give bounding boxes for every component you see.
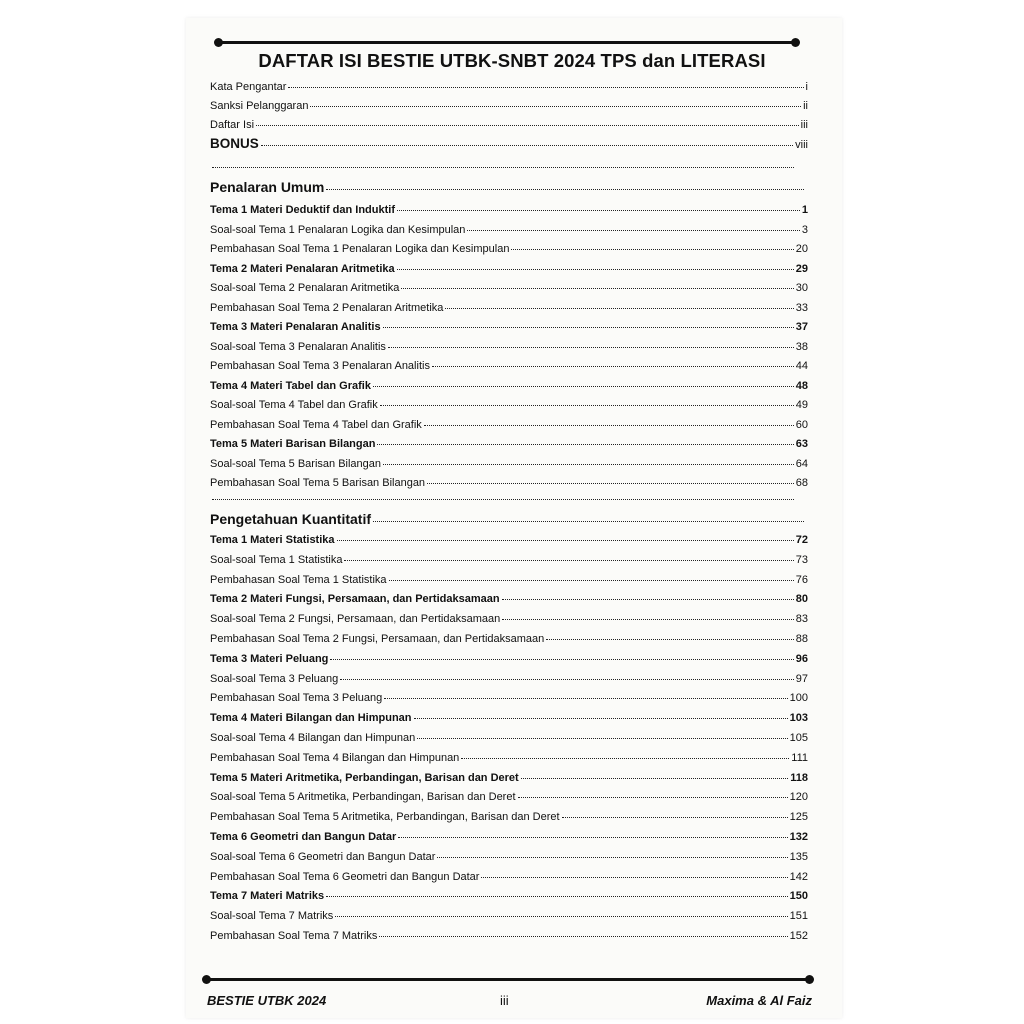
dot-leader	[398, 837, 787, 838]
toc-entry-label: Tema 5 Materi Barisan Bilangan	[210, 438, 376, 450]
toc-entry-page: 111	[791, 751, 808, 764]
section-title: Pengetahuan Kuantitatif	[210, 511, 372, 527]
toc-entry-page: 152	[789, 930, 808, 942]
section-separator	[212, 167, 794, 168]
dot-leader	[502, 599, 794, 600]
dot-leader	[373, 386, 794, 387]
toc-entry-page: 88	[795, 633, 808, 645]
toc-entry-label: Soal-soal Tema 7 Matriks	[210, 910, 334, 923]
toc-entry-bonus[interactable]	[210, 137, 808, 152]
toc-entry-page: 118	[790, 771, 808, 784]
dot-leader	[546, 639, 793, 640]
toc-entry-page: 64	[795, 457, 808, 470]
toc-entry[interactable]	[210, 262, 808, 276]
toc-entry-label: Soal-soal Tema 2 Fungsi, Persamaan, dan Pertidaksamaan	[210, 613, 501, 626]
dot-leader	[326, 896, 788, 897]
toc-entry[interactable]	[210, 751, 808, 765]
dot-leader	[310, 106, 801, 107]
toc-entry-label: Soal-soal Tema 5 Aritmetika, Perbandingan, Barisan dan Deret	[210, 791, 516, 804]
dot-leader	[326, 189, 804, 190]
toc-entry[interactable]	[210, 553, 808, 567]
toc-entry[interactable]	[210, 672, 808, 686]
toc-entry[interactable]	[210, 340, 808, 354]
dot-leader	[344, 560, 793, 561]
dot-leader	[397, 269, 794, 270]
toc-entry-page: 125	[789, 811, 808, 824]
toc-entry-page: 96	[795, 652, 808, 665]
toc-entry-label: Pembahasan Soal Tema 6 Geometri dan Bangun Datar	[210, 870, 480, 883]
toc-entry-page: 68	[795, 477, 808, 489]
toc-entry[interactable]	[210, 889, 808, 903]
toc-entry-page: ii	[803, 100, 808, 112]
toc-entry[interactable]	[210, 80, 808, 94]
toc-entry-label: Pembahasan Soal Tema 3 Peluang	[210, 692, 383, 705]
toc-entry-label: Soal-soal Tema 4 Bilangan dan Himpunan	[210, 732, 416, 744]
dot-leader	[424, 425, 794, 426]
toc-entry[interactable]	[210, 533, 808, 547]
toc-entry-page: 150	[789, 890, 808, 903]
toc-entry[interactable]	[210, 457, 808, 471]
toc-entry-page: 3	[801, 223, 808, 236]
toc-entry[interactable]	[210, 632, 808, 646]
footer-book-title: BESTIE UTBK 2024	[207, 993, 327, 1008]
dot-leader	[340, 679, 794, 680]
toc-entry-label: Pembahasan Soal Tema 3 Penalaran Analitis	[210, 360, 430, 372]
dot-leader	[414, 718, 788, 719]
toc-entry-page: 37	[795, 321, 808, 333]
toc-entry-page: 97	[795, 672, 808, 685]
toc-entry-label: Pembahasan Soal Tema 7 Matriks	[210, 930, 378, 942]
dot-leader	[437, 857, 787, 858]
toc-entry-page: 135	[789, 850, 808, 863]
toc-entry-page: viii	[795, 139, 808, 151]
dot-leader	[389, 580, 794, 581]
toc-entry[interactable]	[210, 281, 808, 295]
toc-entry[interactable]	[210, 909, 808, 923]
toc-entry-page: iii	[800, 119, 808, 131]
toc-entry-label: Tema 6 Geometri dan Bangun Datar	[210, 831, 397, 843]
toc-entry[interactable]	[210, 476, 808, 490]
dot-leader	[335, 916, 787, 917]
dot-leader	[562, 817, 788, 818]
toc-entry-page: 48	[795, 379, 808, 392]
dot-leader	[502, 619, 794, 620]
toc-entry-label: Tema 4 Materi Tabel dan Grafik	[210, 379, 371, 392]
toc-entry-label: Tema 2 Materi Fungsi, Persamaan, dan Pertidaksamaan	[210, 593, 500, 606]
dot-leader	[384, 698, 787, 699]
toc-entry[interactable]	[210, 810, 808, 824]
section-title: Penalaran Umum	[210, 179, 325, 195]
toc-entry[interactable]	[210, 652, 808, 666]
toc-entry[interactable]	[210, 573, 808, 587]
dot-leader	[417, 738, 787, 739]
toc-entry-label: Tema 4 Materi Bilangan dan Himpunan	[210, 712, 412, 725]
toc-entry-label: Soal-soal Tema 4 Tabel dan Grafik	[210, 399, 378, 411]
toc-entry[interactable]	[210, 203, 808, 217]
toc-entry[interactable]	[210, 711, 808, 725]
dot-leader	[337, 540, 794, 541]
toc-entry-page: 142	[789, 870, 808, 883]
dot-leader	[330, 659, 793, 660]
toc-entry[interactable]	[210, 320, 808, 334]
section-heading-pengetahuan-kuantitatif[interactable]	[210, 512, 808, 526]
toc-entry-label: Daftar Isi	[210, 119, 255, 131]
toc-entry-page: 105	[789, 732, 808, 744]
toc-entry-page: 1	[801, 204, 808, 216]
toc-entry-label: Tema 2 Materi Penalaran Aritmetika	[210, 262, 395, 275]
toc-entry-page: 120	[789, 791, 808, 804]
toc-entry[interactable]	[210, 731, 808, 745]
toc-entry-page: 33	[795, 301, 808, 314]
toc-entry-label: Pembahasan Soal Tema 1 Penalaran Logika dan Kesimpulan	[210, 243, 510, 255]
toc-entry-label: Pembahasan Soal Tema 1 Statistika	[210, 573, 387, 586]
toc-entry-label: Tema 3 Materi Penalaran Analitis	[210, 321, 381, 333]
toc-entry[interactable]	[210, 850, 808, 864]
toc-entry-page: 29	[795, 262, 808, 275]
dot-leader	[261, 145, 793, 146]
toc-entry-label: Soal-soal Tema 3 Penalaran Analitis	[210, 340, 386, 353]
section-separator	[212, 499, 794, 500]
toc-entry[interactable]	[210, 359, 808, 373]
toc-entry[interactable]	[210, 929, 808, 943]
toc-entry[interactable]	[210, 830, 808, 844]
toc-entry-page: 38	[795, 340, 808, 353]
toc-entry[interactable]	[210, 398, 808, 412]
toc-entry-label: BONUS	[210, 136, 259, 151]
toc-entry-page: 72	[795, 534, 808, 546]
dot-leader	[467, 230, 799, 231]
dot-leader	[461, 758, 789, 759]
section-heading-penalaran-umum[interactable]	[210, 180, 808, 194]
toc-entry-page: 151	[789, 910, 808, 923]
header-rule	[218, 41, 796, 44]
toc-entry-page: 63	[795, 438, 808, 450]
toc-entry-page: 20	[795, 243, 808, 255]
dot-leader	[397, 210, 800, 211]
toc-entry-label: Pembahasan Soal Tema 5 Aritmetika, Perbandingan, Barisan dan Deret	[210, 811, 560, 824]
dot-leader	[379, 936, 787, 937]
toc-entry-label: Pembahasan Soal Tema 2 Fungsi, Persamaan, dan Pertidaksamaan	[210, 633, 545, 645]
toc-entry-page: i	[805, 81, 808, 93]
toc-entry-page: 49	[795, 399, 808, 411]
toc-entry-label: Soal-soal Tema 1 Statistika	[210, 553, 343, 566]
dot-leader	[380, 405, 794, 406]
toc-entry-page: 30	[795, 282, 808, 294]
dot-leader	[383, 464, 794, 465]
toc-entry-page: 100	[789, 692, 808, 705]
toc-entry-label: Tema 7 Materi Matriks	[210, 890, 325, 903]
toc-entry-page: 83	[795, 613, 808, 626]
toc-entry-label: Pembahasan Soal Tema 2 Penalaran Aritmetika	[210, 301, 444, 314]
footer-rule	[206, 978, 810, 981]
toc-entry[interactable]	[210, 99, 808, 113]
dot-leader	[401, 288, 793, 289]
toc-entry-label: Soal-soal Tema 6 Geometri dan Bangun Datar	[210, 850, 436, 863]
toc-entry[interactable]	[210, 612, 808, 626]
dot-leader	[432, 366, 794, 367]
toc-entry-label: Soal-soal Tema 5 Barisan Bilangan	[210, 457, 382, 470]
dot-leader	[511, 249, 793, 250]
dot-leader	[373, 521, 804, 522]
page-title: DAFTAR ISI BESTIE UTBK-SNBT 2024 TPS dan LITERASI	[258, 50, 766, 71]
toc-entry-label: Tema 3 Materi Peluang	[210, 652, 329, 665]
toc-entry[interactable]	[210, 592, 808, 606]
dot-leader	[521, 778, 789, 779]
toc-entry-label: Soal-soal Tema 2 Penalaran Aritmetika	[210, 282, 400, 294]
toc-entry[interactable]	[210, 790, 808, 804]
dot-leader	[427, 483, 794, 484]
toc-entry[interactable]	[210, 437, 808, 451]
toc-entry-page: 44	[795, 360, 808, 372]
dot-leader	[481, 877, 787, 878]
footer-page-number: iii	[500, 993, 509, 1008]
toc-entry[interactable]	[210, 223, 808, 237]
toc-entry-label: Tema 1 Materi Deduktif dan Induktif	[210, 204, 395, 216]
dot-leader	[256, 125, 799, 126]
toc-entry-page: 73	[795, 553, 808, 566]
toc-entry-label: Pembahasan Soal Tema 5 Barisan Bilangan	[210, 477, 426, 489]
dot-leader	[288, 87, 803, 88]
toc-entry-label: Kata Pengantar	[210, 81, 287, 93]
dot-leader	[377, 444, 793, 445]
toc-entry[interactable]	[210, 870, 808, 884]
toc-entry[interactable]	[210, 379, 808, 393]
toc-entry-page: 132	[789, 831, 808, 843]
dot-leader	[388, 347, 794, 348]
toc-entry-label: Pembahasan Soal Tema 4 Bilangan dan Himpunan	[210, 751, 460, 764]
toc-entry-label: Tema 5 Materi Aritmetika, Perbandingan, Barisan dan Deret	[210, 771, 519, 784]
toc-entry[interactable]	[210, 301, 808, 315]
toc-entry[interactable]	[210, 418, 808, 432]
dot-leader	[445, 308, 793, 309]
toc-entry-page: 80	[795, 593, 808, 606]
footer-authors: Maxima & Al Faiz	[706, 993, 812, 1008]
toc-entry-label: Soal-soal Tema 3 Peluang	[210, 672, 339, 685]
dot-leader	[518, 797, 788, 798]
toc-entry[interactable]	[210, 118, 808, 132]
toc-entry-page: 103	[789, 712, 808, 725]
dot-leader	[383, 327, 794, 328]
toc-entry-page: 60	[795, 418, 808, 431]
toc-entry-label: Tema 1 Materi Statistika	[210, 534, 335, 546]
toc-entry[interactable]	[210, 771, 808, 785]
toc-entry[interactable]	[210, 691, 808, 705]
toc-entry-page: 76	[795, 573, 808, 586]
toc-entry-label: Pembahasan Soal Tema 4 Tabel dan Grafik	[210, 418, 422, 431]
toc-entry-label: Soal-soal Tema 1 Penalaran Logika dan Kesimpulan	[210, 223, 466, 236]
toc-entry-label: Sanksi Pelanggaran	[210, 100, 309, 112]
toc-entry[interactable]	[210, 242, 808, 256]
